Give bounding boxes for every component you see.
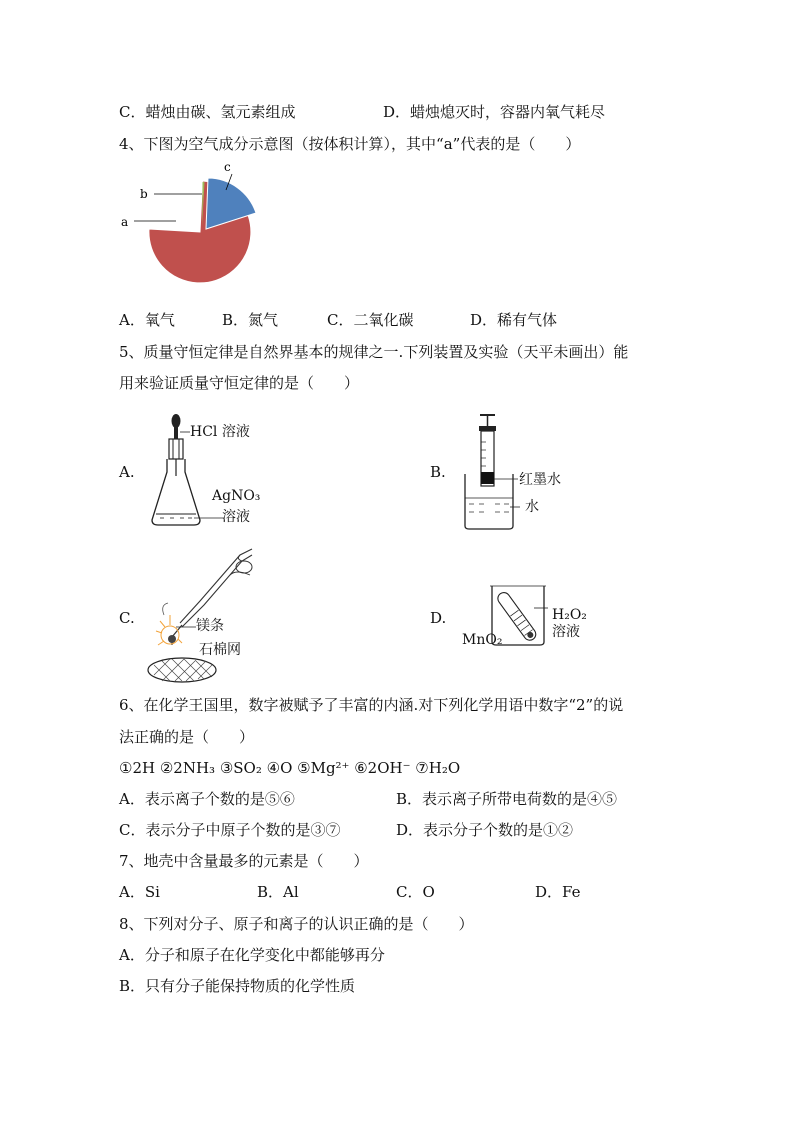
q7-option-a: A．Si — [119, 883, 160, 901]
q6-option-b: B．表示离子所带电荷数的是④⑤ — [396, 790, 618, 808]
q5-d-label-mno2: MnO₂ — [462, 632, 503, 648]
pie-label-a: a — [121, 215, 129, 229]
q8-stem: 8、下列对分子、原子和离子的认识正确的是（ ） — [119, 915, 474, 933]
magnesium-burning-figure — [140, 545, 255, 685]
q5-figure-a-letter: A. — [119, 463, 135, 481]
q5-a-label-solution: 溶液 — [222, 509, 250, 525]
q5-figure-d-letter: D. — [430, 609, 447, 627]
q4-option-b: B．氮气 — [222, 311, 279, 329]
q5-d-label-solution: 溶液 — [552, 624, 580, 640]
q5-c-label-magnesium: 镁条 — [196, 618, 224, 634]
q5-c-label-asbestos-net: 石棉网 — [199, 642, 241, 658]
q7-option-b: B．Al — [257, 883, 299, 901]
q6-option-c: C．表示分子中原子个数的是③⑦ — [119, 821, 341, 839]
pie-label-b: b — [140, 187, 148, 201]
pie-label-c: c — [224, 160, 231, 174]
q7-option-d: D．Fe — [535, 883, 581, 901]
air-composition-pie-chart — [118, 158, 258, 308]
q8-option-b: B．只有分子能保持物质的化学性质 — [119, 977, 356, 995]
q5-b-label-water: 水 — [525, 499, 539, 515]
q5-stem-line1: 5、质量守恒定律是自然界基本的规律之一.下列装置及实验（天平未画出）能 — [119, 343, 629, 361]
q5-b-label-red-ink: 红墨水 — [519, 472, 561, 488]
q3-option-c: C．蜡烛由碳、氢元素组成 — [119, 103, 296, 121]
q5-d-label-h2o2: H₂O₂ — [552, 607, 587, 623]
q5-figure-c-letter: C. — [119, 609, 135, 627]
q6-stem-line1: 6、在化学王国里，数字被赋予了丰富的内涵.对下列化学用语中数字“2”的说 — [119, 696, 624, 714]
q6-option-a: A．表示离子个数的是⑤⑥ — [119, 790, 295, 808]
q4-option-d: D．稀有气体 — [470, 311, 558, 329]
q5-a-label-agno3: AgNO₃ — [212, 488, 261, 504]
q4-option-c: C．二氧化碳 — [327, 311, 414, 329]
q3-option-d: D．蜡烛熄灭时，容器内氧气耗尽 — [383, 103, 606, 121]
q5-figure-b-letter: B. — [430, 463, 446, 481]
q6-stem-line2: 法正确的是（ ） — [119, 728, 255, 746]
q7-option-c: C．O — [396, 883, 435, 901]
q7-stem: 7、地壳中含量最多的元素是（ ） — [119, 852, 369, 870]
q5-stem-line2: 用来验证质量守恒定律的是（ ） — [119, 374, 360, 392]
q5-a-label-hcl: HCl 溶液 — [190, 424, 250, 440]
q8-option-a: A．分子和原子在化学变化中都能够再分 — [119, 946, 385, 964]
q4-option-a: A．氧气 — [119, 311, 175, 329]
q6-chemical-terms: ①2H ②2NH₃ ③SO₂ ④O ⑤Mg²⁺ ⑥2OH⁻ ⑦H₂O — [119, 759, 461, 777]
q4-stem: 4、下图为空气成分示意图（按体积计算），其中“a”代表的是（ ） — [119, 135, 581, 153]
q6-option-d: D．表示分子个数的是①② — [396, 821, 574, 839]
